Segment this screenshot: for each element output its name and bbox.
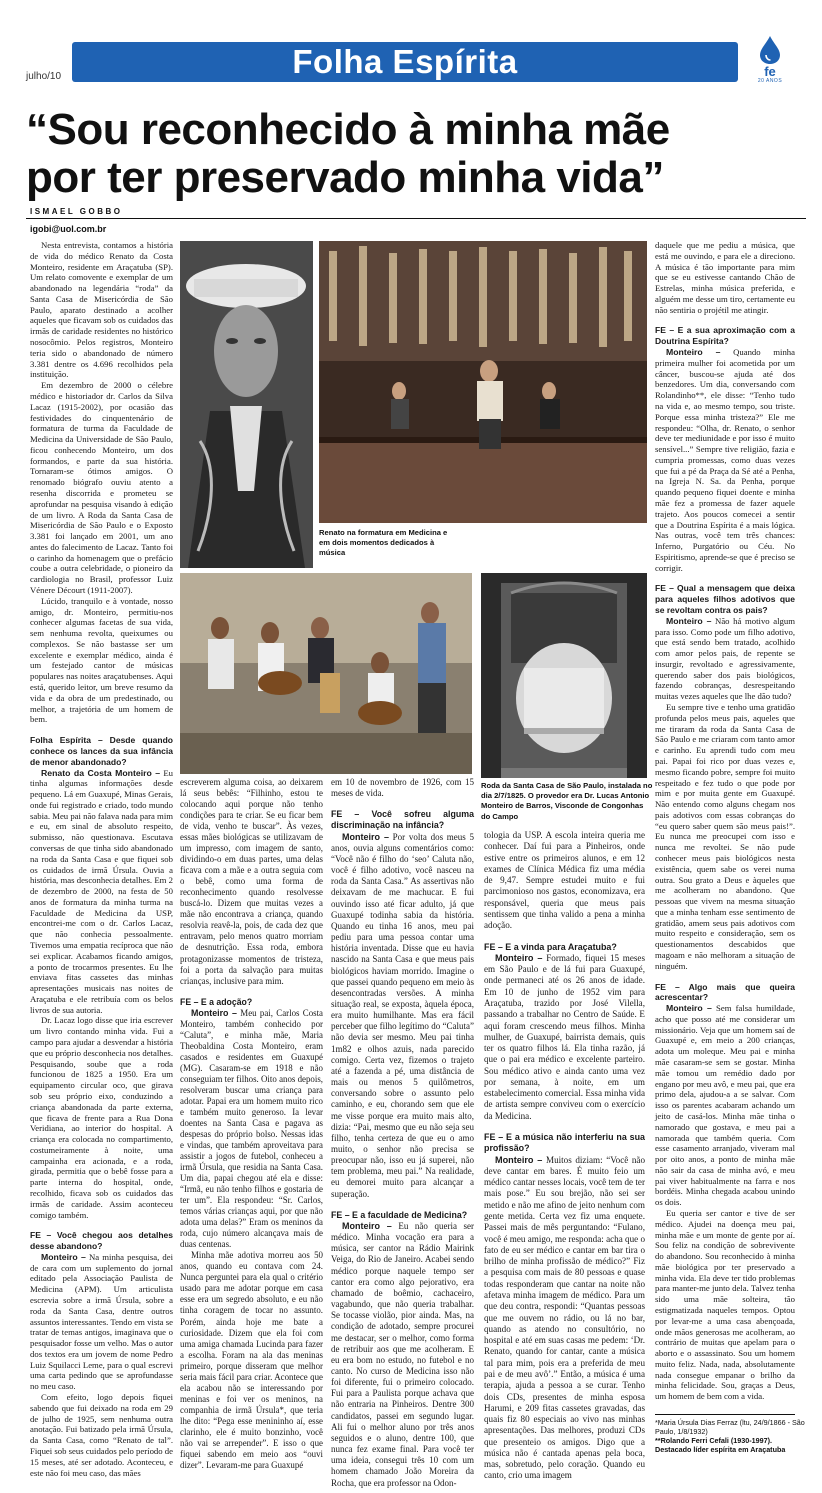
masthead [26, 36, 798, 88]
speaker-label: Monteiro – [342, 1220, 392, 1231]
interview-question: FE – Você chegou aos detalhes desse abandono? [30, 1230, 173, 1252]
article-column-2 [180, 777, 323, 1489]
continued-paragraph: escreverem alguma coisa, ao deixarem lá seus bebês: “Filhinho, estou te colocando aqui porque não tenho condições para te criar. Se eu ficar bem de vida, venho te buscar”. Às vezes, essas mães biológicas se utilizavam de um impresso, com imagem de santo, dividindo-o em duas partes, uma delas ficava com a mãe e a outra seguia com o bebê, como uma forma de reconhecimento quando resolvesse buscá-lo. Dizem que muitas vezes a mãe não encontrava a criança, quando resolvia reavê-la, pois, de cada dez que entravam, pelo menos quatro morriam de desnutrição. Essa roda, embora protagonizasse momentos de tristeza, foi a porta da salvação para muitas crianças, inclusive para mim. [180, 777, 323, 986]
body-paragraph: Nesta entrevista, contamos a história de vida do médico Renato da Costa Monteiro, residente em Araçatuba (SP). Um relato comovente e exemplar de um abandonado na legendária “roda” da Santa Casa de Misericórdia de São Paulo, aparato destinado a acolher aqueles que ficavam sob os cuidados das irmãs de caridade residentes no histórico nosocômio. Pelos registros, Monteiro teria sido o abandonado de número 3.381 dentre os 4.696 recolhidos pela instituição. [30, 240, 173, 380]
interview-answer: Renato da Costa Monteiro – Eu tinha algumas informações desde pequeno. Lá em Guaxupé, Minas Gerais, onde fui registrado e criado, todo mundo sabia. Meu pai não falava nada para mim e eu, em sinal de absoluto respeito, submisso, não questionava. Escutava conversas de que tinha sido abandonado na roda da Santa Casa e que fiquei sob os cuidados de irmã Úrsula. Ouvia a história, mas desconhecia detalhes. Em 2 de dezembro de 2000, na festa de 50 anos de formatura da minha turma na Faculdade de Medicina da USP, encontrei-me com o dr. Carlos Lacaz, que não conhecia pessoalmente. Tivemos uma empatia recíproca que não sei explicar. Acabamos ficando amigos, a ponto de trocarmos presentes. Eu lhe enviava fitas cassetes das minhas apresentações musicais nas noites de Araçatuba e ele retribuía com os belos livros de sua autoria. [30, 767, 173, 1015]
byline-rule [26, 218, 806, 219]
interview-question: FE – E a faculdade de Medicina? [331, 1209, 468, 1220]
speaker-label: Monteiro – [41, 1251, 86, 1262]
article-column-1 [30, 240, 173, 1488]
water-drop-icon [760, 36, 780, 64]
logo-text: fe [764, 64, 776, 79]
interview-question: FE – Algo mais que queira acrescentar? [655, 981, 795, 1003]
body-paragraph: Eu sempre tive e tenho uma gratidão profunda pelos meus pais, aqueles que me tiraram da roda da Santa Casa de São Paulo e me criaram com tanto amor e carinho. Eu aprendi tudo com meu pai. Papai foi rico por duas vezes e, mesmo ficando pobre, sempre foi muito respeitado e fez tudo o que pode por mim e por muita gente em Guaxupé. Não entendo como alguns chegam nos pais adotivos com essas cobranças do “eu quero saber quem são meus pais!”. Eu nunca me preocupei com isso e nunca me revoltei. Se não pude conhecer meus pais biológicos nesta existência, quem sabe os verei numa outra. Sou grato a Deus e àqueles que me acolheram no abandono. Que pessoas que vivem na mesma situação que a minha tenham esse sentimento de gratidão, amem seus pais adotivos com muito respeito e consideração, sem os questionamentos descabidos que magoam e não melhoram a situação de ninguém. [655, 702, 795, 971]
speaker-label: Monteiro – [666, 615, 712, 626]
masthead-bar [72, 42, 738, 82]
speaker-label: Monteiro – [495, 1154, 543, 1165]
interview-answer: Monteiro – Meu pai, Carlos Costa Monteiro, também conhecido por “Caluta”, e minha mãe, Maria Theobaldina Costa Monteiro, eram casados e residentes em Guaxupé (MG). Casaram-se em 1918 e não conseguiam ter filhos. Oito anos depois, resolveram buscar uma criança para adotar. Papai era um homem muito rico e também muito generoso. Ia levar doentes na Santa Casa e pagava as despesas do próprio bolso. Nessas idas e vindas, que também aproveitava para assistir a jogos de futebol, conheceu a irmã Úrsula, que residia na Santa Casa. Um dia, papai chegou até ela e disse: “Irmã, eu não tenho filhos e gostaria de ter um”. Ela respondeu: “Sr. Carlos, temos várias crianças aqui, por que não adota uma delas?” Eram os meninos da roda, cujo número alcançava mais de duas centenas. [180, 1007, 324, 1250]
stage-singing-photo [319, 241, 647, 523]
author-email: igobi@uol.com.br [30, 224, 107, 234]
speaker-label: Monteiro – [495, 952, 543, 963]
headline-line-2: por ter preservado minha vida” [26, 153, 664, 202]
continued-paragraph: em 10 de novembro de 1926, com 15 meses de vida. [331, 777, 474, 799]
body-paragraph: Em dezembro de 2000 o célebre médico e historiador dr. Carlos da Silva Lacaz (1915-2002), por ocasião das festividades do cinquentenário de formatura de turma da Faculdade de Medicina da Universidade de São Paulo, ficou conhecendo Monteiro, um dos formandos, e parte da sua história. Tornaram-se ótimos amigos. O renomado biógrafo ouviu atento a resenha discorrida e prometeu se aprofundar na pesquisa visando à edição de um livro. A Roda da Santa Casa de Misericórdia de São Paulo e o Exposto 3.381 foi lançado em 2001, um ano antes do falecimento de Lacaz. Tanto foi o carinho da homenagem que o prefácio coube a outra celebridade, o pioneiro da cardiologia no Brasil, professor Luiz Vénere Décourt (1911-2007). [30, 380, 173, 595]
interview-question: FE – Você sofreu alguma discriminação na infância? [331, 809, 474, 831]
footnote-1: *Maria Úrsula Dias Ferraz (ltu, 24/9/1866 - São Paulo, 1/8/1932) [655, 1418, 805, 1436]
interview-answer: Monteiro – Formado, fiquei 15 meses em São Paulo e de lá fui para Guaxupé, onde permaneci até os 26 anos de idade. Em 10 de junho de 1952 vim para Araçatuba, trazido por José Vilella, passando a trabalhar no Centro de Saúde. E aqui foram crescendo meus filhos. Minha mulher, de Guaxupé, bairrista demais, quis ter os quatro filhos lá. Ela tinha razão, já que o pai era médico e excelente parteiro. Sou médico ativo e ainda canto uma vez por semana, à noite, em um estabelecimento comercial. Essa minha vida de artista sempre conviveu com o exercício da Medicina. [484, 952, 645, 1121]
graduation-portrait-photo [180, 241, 313, 568]
interview-answer: Monteiro – Sem falsa humildade, acho que posso até me considerar um missionário. Veja que um homem saí de Guaxupé e, em meio a 200 crianças, adota um moleque. Meu pai e minha mãe casaram-se sem se gostar. Minha mãe tomou um remédio dado por engano por meu avô, e meu pai, que era primo dela, ajudou-a a se salvar. Com isso os parentes acabaram achando um jeito de casá-los. Minha mãe tinha o namorado que gostava, e meu pai a namorada que também queria. Com esse casamento arranjado, viveram mal por oito anos, a ponto de minha mãe não sair da casa de minha avó, e meu pai viver habitualmente na farra e nos bordéis. Minha chegada acabou unindo os dois. [655, 1003, 795, 1208]
body-paragraph: Com efeito, logo depois fiquei sabendo que fui deixado na roda em 29 de julho de 1925, sem nenhuma outra anotação. Fui batizado pela irmã Úrsula, da Santa Casa, como “Renato de tal”. Fiquei sob seus cuidados pelo período de 15 meses, até ser adotado. Aconteceu, e este não foi meu caso, das mães [30, 1392, 173, 1478]
continued-paragraph: tologia da USP. A escola inteira queria me conhecer. Daí fui para a Pinheiros, onde estive entre os primeiros alunos, e em 12 exames de Clínica Médica fiz uma média de 9,47. Sempre estudei muito e fui parcimonioso nos gastos, economizava, era responsável, queria que meus pais sentissem que tinha valido a pena a minha adoção. [484, 830, 645, 931]
author-byline: ISMAEL GOBBO [30, 207, 123, 216]
speaker-label: Monteiro – [666, 347, 721, 358]
santa-casa-wheel-photo [481, 573, 647, 778]
photo-caption-top: Renato na formatura em Medicina e em dois momentos dedicados à música [319, 528, 448, 558]
interview-answer: Monteiro – Por volta dos meus 5 anos, ouvia alguns comentários como: “Você não é filho do ‘seo’ Caluta não, você é filho adotivo, você nasceu na roda da Santa Casa.” As assertivas não deixavam de me machucar. E fui ouvindo isso até ficar adulto, já que Guaxupé todinha sabia da história. Quando eu tinha 16 anos, meu pai pediu para uma pessoa contar uma história inventada. Disse que eu havia nascido na Santa Casa e que meus pais biológicos haviam morrido. Imagine o que passei quando pequeno em meio às desencontradas versões. A minha situação real, se exposta, àquela época, era muito humilhante. Mas era fácil perceber que filho legítimo do “Caluta” não devia ser mesmo. Meu pai tinha 1m82 e olhos azuis, nada parecido comigo. Certa vez, fizemos o trajeto até a fazenda a pé, uma distância de mais ou menos 5 quilômetros, conversando sobre o assunto pelo caminho, e eu, chorando sem que ele me visse porque era muito mais alto, dizia: “Pai, mesmo que eu não seja seu filho, tenha certeza de que eu o amo muito, o senhor não precisa se preocupar não, isso eu já superei, não tem problema, meu pai.” Na realidade, eu demorei muito para alcançar a superação. [331, 831, 474, 1199]
body-paragraph: Eu queria ser cantor e tive de ser médico. Ajudei na doença meu pai, minha mãe e um monte de gente por aí. Sou feliz na condição de sobrevivente do abandono. Sou reconhecido à minha mãe biológica por ter preservado a minha vida. Ela deve ter tido problemas para manter-me junto dela. Talvez tenha sido uma mãe solteira, tão estigmatizada naqueles tempos. Optou por levar-me a uma casa abençoada, onde mãos generosas me acolheram, ao contrário de muitas que apelam para o aborto e o assassinato. Sou um homem muito feliz. Nada, nada, absolutamente nada consegue empanar o brilho da minha felicidade. Sou, graças a Deus, um homem de bem com a vida. [655, 1207, 795, 1402]
newspaper-title: Folha Espírita [292, 43, 518, 80]
interview-answer: Monteiro – Eu não queria ser médico. Minha vocação era para a música, ser cantor na Rádio Mairink Veiga, do Rio de Janeiro. Acabei sendo médico porque naquele tempo ser cantor era como algo pejorativo, era chamado de boêmio, cachaceiro, vagabundo, que não queria trabalhar. Se tocasse violão, pior ainda. Mas, na condição de adotado, sempre procurei me destacar, ser o melhor, como forma de retribuir aos que me acolheram. E eu era bom no estudo, no futebol e no canto. No curso de Medicina isso não foi diferente, fui o primeiro colocado. Fui para a Paulista porque achava que não entraria na Pinheiros. Dentre 300 candidatos, passei em segundo lugar. Ali fui o melhor aluno por três anos seguidos e o aluno, dentre 100, que nunca fez exame final. Para você ter uma ideia, consegui três 10 com um homem chamado João Moreira da Rocha, que era professor na Odon- [331, 1220, 474, 1488]
footnote-2: **Rolando Ferri Cefali (1930-1997). Destacado líder espírita em Araçatuba [655, 1436, 786, 1454]
interview-question: FE – E a sua aproximação com a Doutrina Espírita? [655, 325, 795, 347]
speaker-label: Renato da Costa Monteiro – [41, 767, 161, 778]
continued-paragraph: daquele que me pediu a música, que está me ouvindo, e para ele a direciono. A música é tão importante para mim que se eu estivesse cantando Chão de Estrelas, minha música preferida, e alguém me desse um tiro, certamente eu não sentiria o projétil me atingir. [655, 240, 795, 315]
music-band-photo [180, 573, 472, 774]
interview-question: FE – E a adoção? [180, 996, 253, 1007]
headline-line-1: “Sou reconhecido à minha mãe [26, 105, 670, 154]
interview-question: FE – E a música não interferiu na sua profissão? [484, 1132, 645, 1154]
article-column-5 [655, 240, 795, 1412]
body-paragraph: Minha mãe adotiva morreu aos 50 anos, quando eu contava com 24. Nunca perguntei para ela qual o critério usado para me adotar porque em casa esse era um segredo absoluto, e eu não tinha coragem de tocar no assunto. Porém, ainda hoje me bate a curiosidade. Dizem que ela foi com uma amiga chamada Lucinda para fazer a escolha. Foram na ala das meninas primeiro, porque disseram que melhor seria mais fácil para criar. Acontece que ela acabou não se interessando por meninas e foi ver os meninos, na companhia de irmã Úrsula*, que teria lhe dito: “Pega esse menininho aí, esse clarinho, ele é muito bonzinho, você não vai se arrepender”. E isso o que fiquei sabendo em meio aos “ouvi dizer”. Levaram-me para Guaxupé [180, 1250, 323, 1470]
speaker-label: Monteiro – [666, 1003, 712, 1014]
interview-question: FE – Qual a mensagem que deixa para aqueles filhos adotivos que se revoltam contra os pais? [655, 583, 795, 615]
body-paragraph: Lúcido, tranquilo e à vontade, nosso amigo, dr. Monteiro, permitiu-nos conhecer algumas facetas de sua vida, sem nenhuma revolta, queixumes ou complexos. Se não bastasse ser um excelente e exemplar médico, ainda é um festejado cantor de músicas populares nas noites araçatubenses. Aqui está, querido leitor, um breve resumo da vida e da obra de um predestinado, ou melhor, a trajetória de um homem de bem. [30, 595, 173, 725]
speaker-label: Monteiro – [191, 1007, 237, 1018]
speaker-label: Monteiro – [342, 831, 389, 842]
article-column-3 [331, 777, 474, 1489]
interview-answer: Monteiro – Muitos diziam: “Você não deve cantar em bares. É muito feio um médico cantar nesses locais, você tem de ter mais pose.” Eu sou brejão, não sei ser metido e não me afino de jeito nenhum com gente metida. Certa vez fiz uma enquete. Passei mais de mês perguntando: “Fulano, você é meu amigo, me responda: acha que o fato de eu ser médico e cantar em bar tira o brilho de minha profissão de médico?” Fiz a pesquisa com mais de 80 pessoas e quase todas responderam que cantar na noite não afetava minha imagem de médico. Para um que deu contra, respondi: “Quantas pessoas que me ouvem no rádio, ou lá no bar, quando as atendo no consultório, no hospital e até em suas casas me pedem: ‘Dr. Renato, quando for cantar, cante a música tal para mim, pois era a preferida de meu pai e de meu avô’.” Então, a música é uma terapia, ajuda a pessoa a se curar. Tenho dois CDs, presentes de minha esposa Harumi, e 209 fitas cassetes gravadas, das quais fiz 80 especiais ao vivo nas minhas apresentações. Das melhores, produzi CDs que presenteio os amigos. Digo que a música não é cantada apenas pela boca, mas, sobretudo, pelo coração. Quando eu canto, crio uma imagem [484, 1154, 645, 1481]
footnotes [655, 1418, 805, 1454]
body-paragraph: Dr. Lacaz logo disse que iria escrever um livro contando minha vida. Fui a campo para ajudar a desvendar a história que eu próprio desconhecia nos detalhes. Pesquisando, soube que a roda funcionou de 1825 a 1950. Era um equipamento circular oco, que girava sob seu próprio eixo, conduzindo a criança abandonada da parte externa, que ficava de frente para a Rua Dona Veridiana, ao interior do hospital. A criança era colocada no compartimento, costumeiramente à noite, uma campainha era acionada, e a roda, girada, permitia que o bebê fosse para a parte interna do hospital, onde, recolhido, ficava sob os cuidados das irmãs de caridade. Assim aconteceu comigo também. [30, 1015, 173, 1220]
article-headline [26, 106, 806, 202]
edition-date: julho/10 [26, 71, 62, 82]
interview-question: FE – E a vinda para Araçatuba? [484, 941, 617, 952]
photo-caption-right: Roda da Santa Casa de São Paulo, instalada no dia 2/7/1825. O provedor era Dr. Lucas Antonio Monteiro de Barros, Visconde de Congonhas do Campo [481, 781, 653, 821]
interview-answer: Monteiro – Na minha pesquisa, dei de cara com um suplemento do jornal editado pela Associação Paulista de Medicina (APM). Um articulista escrevia sobre a irmã Úrsula, sobre a roda da Santa Casa, dentre outros assuntos interessantes. Tendo em vista se tratar de temas antigos, imaginava que o pesquisador fosse um velho. Mas o autor dos textos era um jovem de nome Pedro Luiz Squilacci Leme, para o qual escrevi uma carta pedindo que se aprofundasse no meu caso. [30, 1251, 173, 1392]
interview-answer: Monteiro – Não há motivo algum para isso. Como pode um filho adotivo, que está sendo bem tratado, acolhido com amor pelos pais, de repente se insurgir, revoltado e agressivamente, querendo saber dos pais biológicos, fazendo cobranças, desrespeitando muitas vezes aqueles que lhe dão tudo? [655, 615, 795, 702]
interview-question: Folha Espírita – Desde quando conhece os lances da sua infância de menor abandonado? [30, 735, 173, 767]
article-column-4 [484, 830, 645, 1490]
footnote-rule [655, 1414, 795, 1415]
fe-logo [750, 36, 790, 88]
logo-subtext: 20 ANOS [757, 78, 783, 84]
interview-answer: Monteiro – Quando minha primeira mulher foi acometida por um câncer, buscou-se ajuda até dos benzedores. Um dia, conversando com Rolandinho**, ele disse: “Tenho tudo na vida e, ao mesmo tempo, sou triste. Porque essa minha tristeza?” Ele me respondeu: “Olha, dr. Renato, o senhor deve ter mediunidade e por isso é muito sensível...” Sempre tive religião, fazia e cumpria promessas, como duas vezes que fui a pé da Praça da Sé até a Penha, na Igreja N. Sa. da Penha, porque quando pequeno fiquei doente e minha mãe fez a promessa de fazer aquele trajeto. Aos poucos comecei a sentir que a Doutrina Espírita é a mais lógica. Nas outras, você tem três chances: Inferno, Purgatório ou Céu. No Espiritismo, aprende-se que é preciso se corrigir. [655, 347, 795, 573]
